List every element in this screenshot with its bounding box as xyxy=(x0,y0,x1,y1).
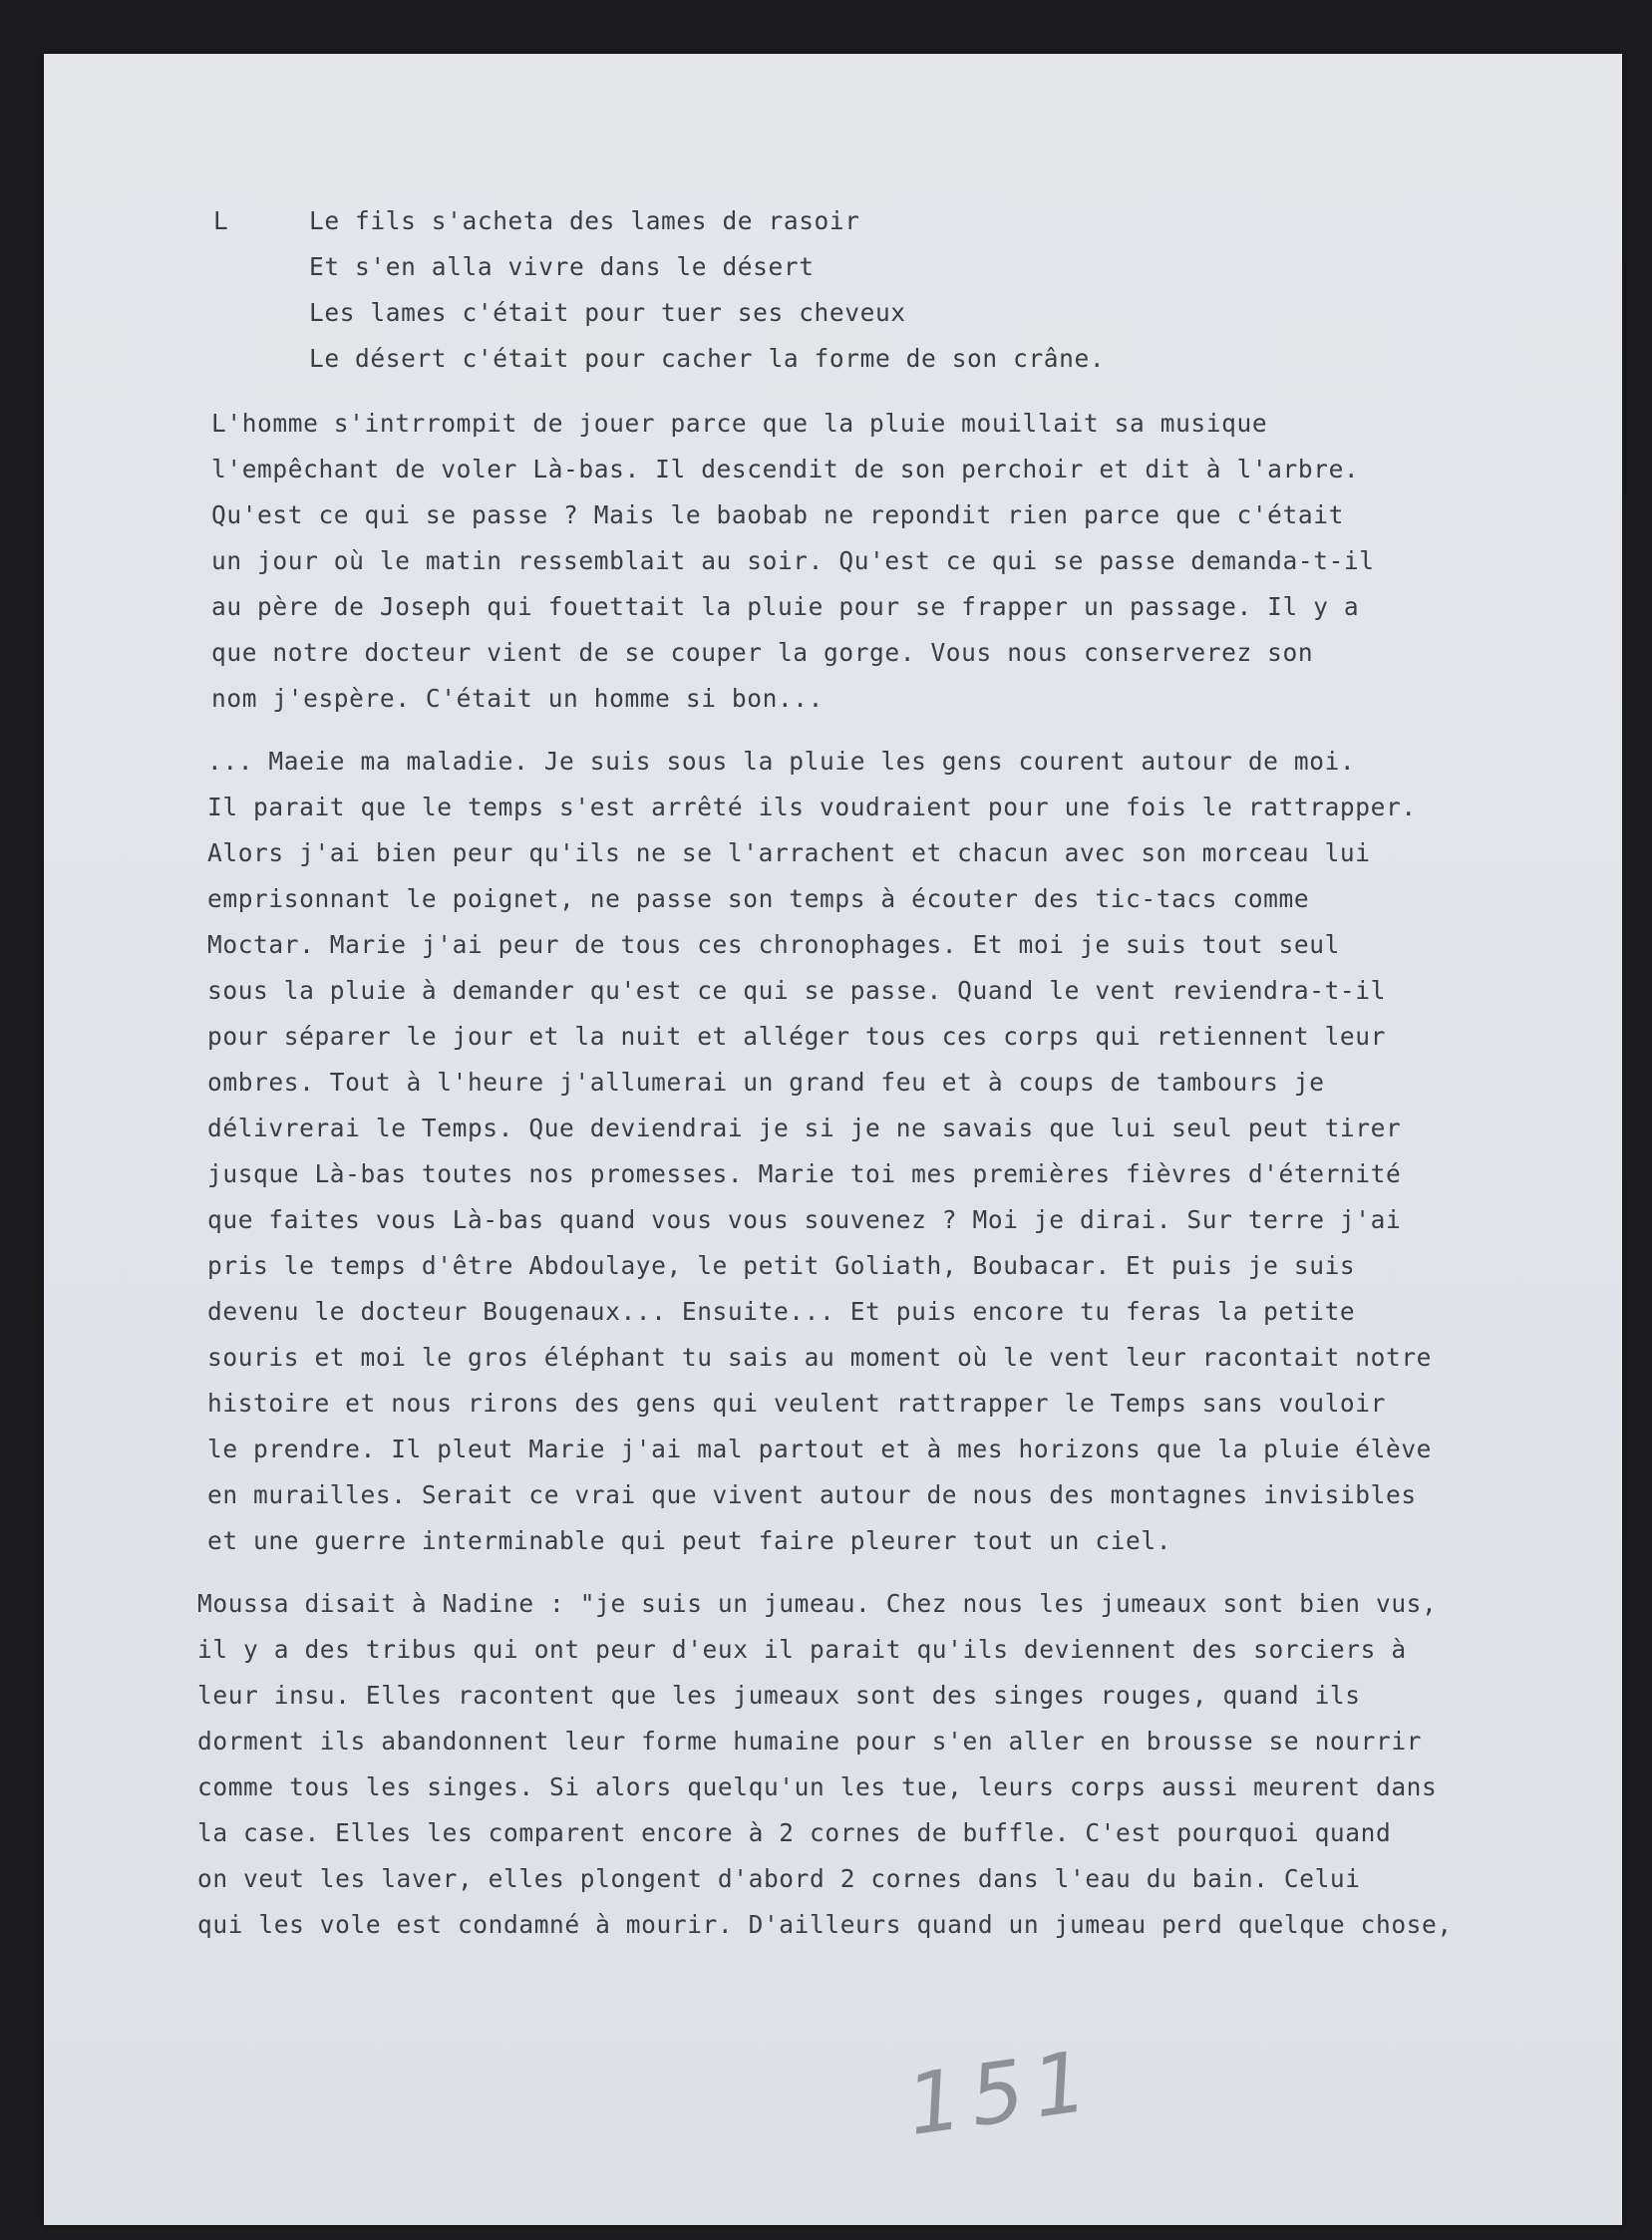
paragraph-2-line: ... Maeie ma maladie. Je suis sous la pluie les gens courent autour de moi. xyxy=(207,747,1356,776)
paragraph-2-line: pour séparer le jour et la nuit et alléger tous ces corps qui retiennent leur xyxy=(207,1022,1386,1051)
paragraph-2-line: Alors j'ai bien peur qu'ils ne se l'arrachent et chacun avec son morceau lui xyxy=(207,838,1371,867)
paragraph-1-line: L'homme s'intrrompit de jouer parce que la pluie mouillait sa musique xyxy=(211,409,1268,438)
paragraph-1-line: Qu'est ce qui se passe ? Mais le baobab ne repondit rien parce que c'était xyxy=(211,500,1344,529)
paragraph-1-line: que notre docteur vient de se couper la gorge. Vous nous conserverez son xyxy=(211,638,1314,667)
poem-line: Le fils s'acheta des lames de rasoir xyxy=(309,206,860,235)
paragraph-2-line: ombres. Tout à l'heure j'allumerai un grand feu et à coups de tambours je xyxy=(207,1068,1325,1097)
paragraph-2-line: jusque Là-bas toutes nos promesses. Marie toi mes premières fièvres d'éternité xyxy=(207,1159,1402,1188)
paragraph-2-line: délivrerai le Temps. Que deviendrai je si je ne savais que lui seul peut tirer xyxy=(207,1114,1402,1142)
paragraph-2-line: sous la pluie à demander qu'est ce qui se passe. Quand le vent reviendra-t-il xyxy=(207,976,1386,1005)
paragraph-2-line: en murailles. Serait ce vrai que vivent autour de nous des montagnes invisibles xyxy=(207,1480,1417,1509)
paragraph-1-line: un jour où le matin ressemblait au soir. Qu'est ce qui se passe demanda-t-il xyxy=(211,546,1375,575)
paragraph-3-line: il y a des tribus qui ont peur d'eux il parait qu'ils deviennent des sorciers à xyxy=(197,1635,1407,1664)
typewritten-page xyxy=(44,54,1622,2225)
paragraph-2-line: souris et moi le gros éléphant tu sais au moment où le vent leur racontait notre xyxy=(207,1343,1433,1372)
poem-line: Et s'en alla vivre dans le désert xyxy=(309,252,815,281)
paragraph-2-line: emprisonnant le poignet, ne passe son temps à écouter des tic-tacs comme xyxy=(207,884,1310,913)
paragraph-1-line: nom j'espère. C'était un homme si bon... xyxy=(211,684,825,713)
paragraph-3-line: la case. Elles les comparent encore à 2 cornes de buffle. C'est pourquoi quand xyxy=(197,1818,1392,1847)
paragraph-2-line: Il parait que le temps s'est arrêté ils voudraient pour une fois le rattrapper. xyxy=(207,793,1417,821)
paragraph-2-line: devenu le docteur Bougenaux... Ensuite... Et puis encore tu feras la petite xyxy=(207,1297,1356,1326)
paragraph-2-line: et une guerre interminable qui peut faire pleurer tout un ciel. xyxy=(207,1526,1172,1555)
handwritten-page-number: 151 xyxy=(901,2031,1104,2155)
paragraph-1-line: au père de Joseph qui fouettait la pluie pour se frapper un passage. Il y a xyxy=(211,592,1360,621)
margin-marker: L xyxy=(213,206,229,235)
paragraph-2-line: que faites vous Là-bas quand vous vous souvenez ? Moi je dirai. Sur terre j'ai xyxy=(207,1205,1402,1234)
paragraph-3-line: leur insu. Elles racontent que les jumeaux sont des singes rouges, quand ils xyxy=(197,1681,1361,1710)
paragraph-3-line: comme tous les singes. Si alors quelqu'un les tue, leurs corps aussi meurent dans xyxy=(197,1772,1438,1801)
paragraph-2-line: Moctar. Marie j'ai peur de tous ces chronophages. Et moi je suis tout seul xyxy=(207,930,1340,959)
poem-line: Le désert c'était pour cacher la forme de son crâne. xyxy=(309,344,1106,373)
paragraph-3-line: qui les vole est condamné à mourir. D'ailleurs quand un jumeau perd quelque chose, xyxy=(197,1910,1453,1939)
paragraph-3-line: Moussa disait à Nadine : "je suis un jumeau. Chez nous les jumeaux sont bien vus, xyxy=(197,1589,1438,1618)
paragraph-3-line: dorment ils abandonnent leur forme humaine pour s'en aller en brousse se nourrir xyxy=(197,1727,1423,1756)
paragraph-1-line: l'empêchant de voler Là-bas. Il descendit de son perchoir et dit à l'arbre. xyxy=(211,455,1360,483)
poem-line: Les lames c'était pour tuer ses cheveux xyxy=(309,298,906,327)
paragraph-3-line: on veut les laver, elles plongent d'abord 2 cornes dans l'eau du bain. Celui xyxy=(197,1864,1361,1893)
paragraph-2-line: le prendre. Il pleut Marie j'ai mal partout et à mes horizons que la pluie élève xyxy=(207,1435,1433,1463)
paragraph-2-line: pris le temps d'être Abdoulaye, le petit Goliath, Boubacar. Et puis je suis xyxy=(207,1251,1356,1280)
paragraph-2-line: histoire et nous rirons des gens qui veulent rattrapper le Temps sans vouloir xyxy=(207,1389,1386,1418)
